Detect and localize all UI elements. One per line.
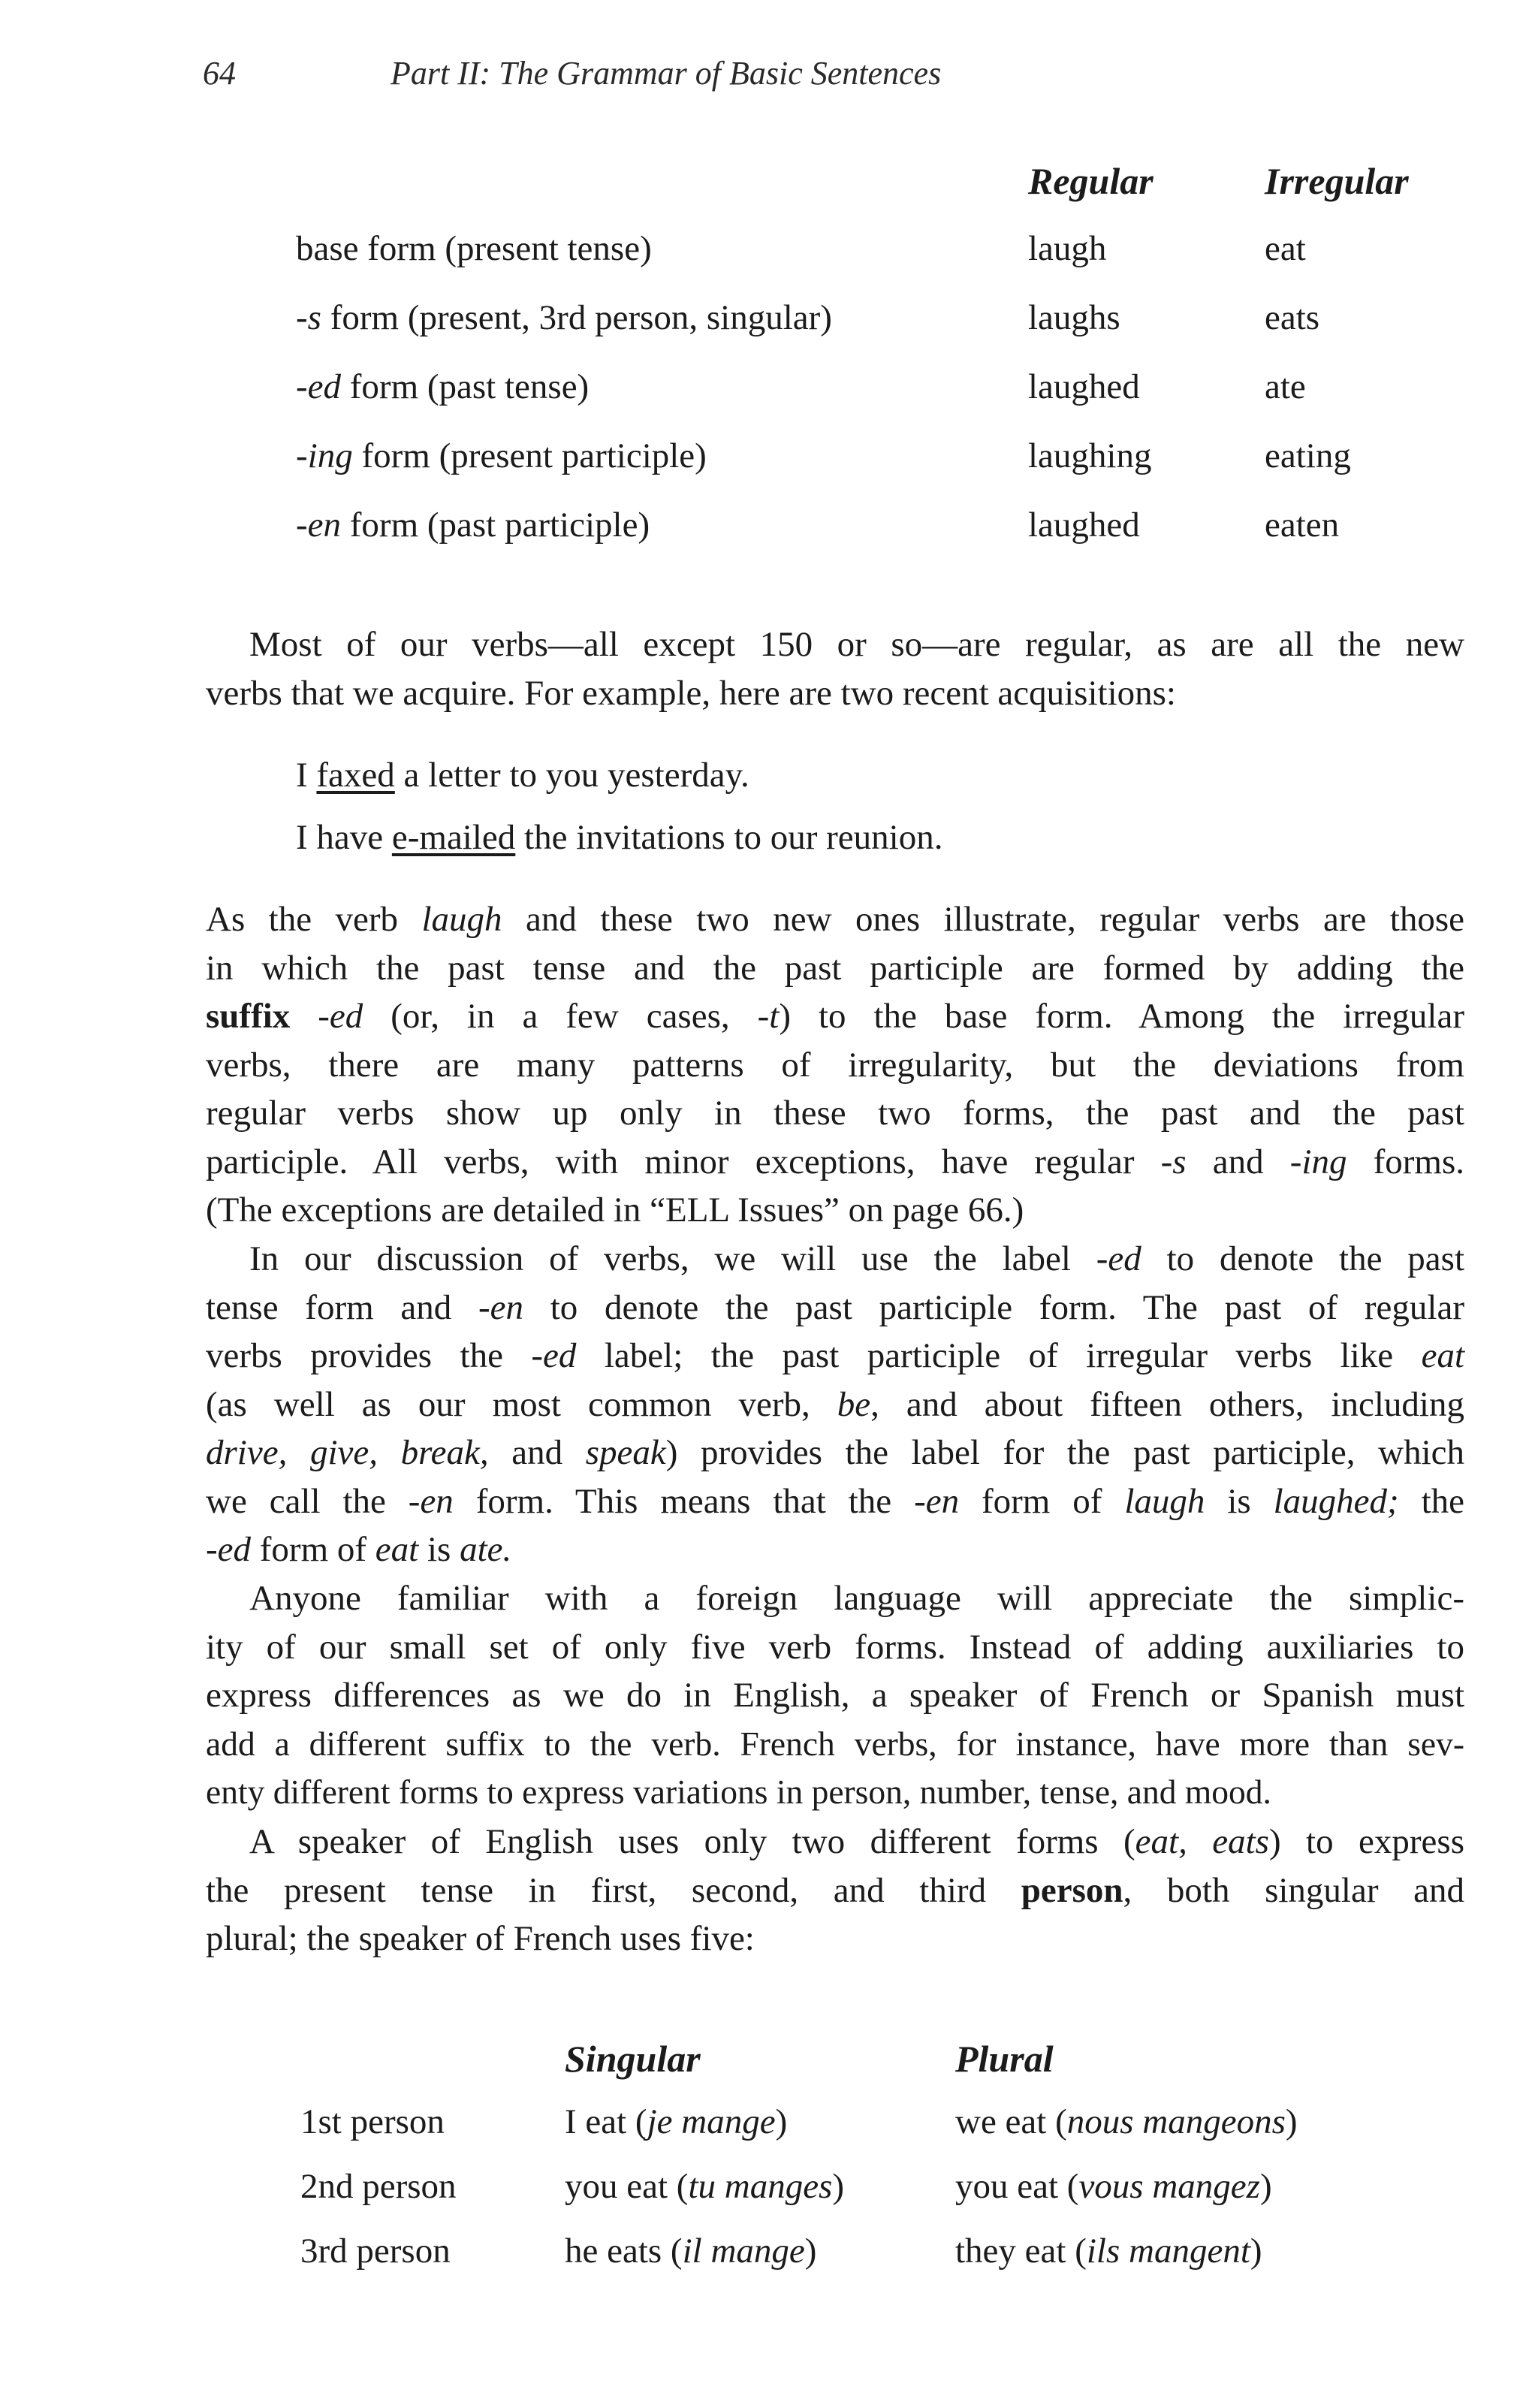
- table-row: [300, 2102, 1427, 2148]
- form-label: -ed form (past tense): [296, 367, 590, 406]
- text-line: express differences as we do in English, a speaker of French or Spanish must: [206, 1676, 1464, 1715]
- text-line: ity of our small set of only five verb forms. Instead of adding auxiliaries to: [206, 1627, 1464, 1667]
- column-header-irregular: Irregular: [1265, 160, 1409, 202]
- form-label: -en form (past participle): [296, 505, 650, 545]
- paragraph-ed-en-labels: [206, 1235, 1464, 1574]
- paragraph-regular-verbs: [206, 620, 1464, 717]
- singular-form: you eat (tu manges): [565, 2167, 844, 2206]
- text-line: we call the -en form. This means that the -en form of laugh is laughed; the: [206, 1481, 1464, 1521]
- form-label: -ing form (present participle): [296, 436, 707, 475]
- paragraph-foreign-language: [206, 1574, 1464, 1817]
- regular-form: laughing: [1028, 436, 1152, 475]
- column-header-plural: Plural: [955, 2038, 1054, 2080]
- irregular-form: eating: [1265, 436, 1351, 475]
- person-label: 1st person: [300, 2102, 445, 2141]
- example-sentence-faxed: I faxed a letter to you yesterday.: [296, 756, 749, 795]
- text-line: -ed form of eat is ate.: [206, 1530, 512, 1569]
- text-line: verbs provides the -ed label; the past participle of irregular verbs like eat: [206, 1336, 1464, 1375]
- text-line: (The exceptions are detailed in “ELL Issues” on page 66.): [206, 1190, 1024, 1230]
- text-line: Anyone familiar with a foreign language will appreciate the simplic-: [249, 1579, 1464, 1618]
- column-header-regular: Regular: [1028, 160, 1154, 202]
- irregular-form: ate: [1265, 367, 1306, 406]
- singular-form: I eat (je mange): [565, 2102, 788, 2141]
- table-header-row: [300, 2037, 1427, 2084]
- paragraph-regular-definition: [206, 895, 1464, 1235]
- table-row: [300, 2231, 1427, 2277]
- form-label: base form (present tense): [296, 229, 652, 268]
- text-line: the present tense in first, second, and third person, both singular and: [206, 1870, 1464, 1910]
- singular-form: he eats (il mange): [565, 2231, 817, 2271]
- text-line: verbs that we acquire. For example, here are two recent acquisitions:: [206, 673, 1176, 713]
- text-line: regular verbs show up only in these two forms, the past and the past: [206, 1094, 1464, 1133]
- text-line: (as well as our most common verb, be, and about fifteen others, including: [206, 1384, 1464, 1424]
- text-line: suffix -ed (or, in a few cases, -t) to the base form. Among the irregular: [206, 997, 1464, 1036]
- irregular-form: eat: [1265, 229, 1306, 268]
- text-line: in which the past tense and the past participle are formed by adding the: [206, 948, 1464, 988]
- plural-form: you eat (vous mangez): [955, 2167, 1272, 2206]
- person-label: 2nd person: [300, 2167, 457, 2206]
- plural-form: they eat (ils mangent): [955, 2231, 1262, 2271]
- underlined-verb: faxed: [316, 756, 395, 795]
- example-sentence-emailed: I have e-mailed the invitations to our reunion.: [296, 818, 943, 857]
- table-header-row: [296, 159, 1467, 204]
- text-line: add a different suffix to the verb. French verbs, for instance, have more than sev-: [206, 1724, 1464, 1763]
- table-row: [296, 505, 1467, 550]
- table-row: [296, 436, 1467, 481]
- form-label: -s form (present, 3rd person, singular): [296, 298, 832, 337]
- table-row: [296, 297, 1467, 342]
- text-line: verbs, there are many patterns of irregularity, but the deviations from: [206, 1045, 1464, 1085]
- text-line: drive, give, break, and speak) provides the label for the past participle, which: [206, 1433, 1464, 1472]
- table-row: [296, 367, 1467, 412]
- regular-form: laughed: [1028, 505, 1140, 545]
- paragraph-present-tense: [206, 1818, 1464, 1963]
- text-line: participle. All verbs, with minor exceptions, have regular -s and -ing forms.: [206, 1142, 1464, 1181]
- text-line: enty different forms to express variations in person, number, tense, and mood.: [206, 1773, 1271, 1811]
- text-line: A speaker of English uses only two different forms (eat, eats) to express: [249, 1822, 1464, 1861]
- table-row: [300, 2166, 1427, 2213]
- regular-form: laughs: [1028, 298, 1120, 337]
- irregular-form: eaten: [1265, 505, 1340, 545]
- text-line: As the verb laugh and these two new ones illustrate, regular verbs are those: [206, 900, 1464, 939]
- page-number: 64: [203, 55, 236, 92]
- chapter-title: Part II: The Grammar of Basic Sentences: [391, 55, 942, 92]
- plural-form: we eat (nous mangeons): [955, 2102, 1298, 2141]
- person-label: 3rd person: [300, 2231, 451, 2271]
- text-line: tense form and -en to denote the past participle form. The past of regular: [206, 1287, 1464, 1327]
- text-line: Most of our verbs—all except 150 or so—are regular, as are all the new: [249, 625, 1464, 664]
- regular-form: laughed: [1028, 367, 1140, 406]
- text-line: In our discussion of verbs, we will use the label -ed to denote the past: [249, 1239, 1464, 1278]
- irregular-form: eats: [1265, 298, 1320, 337]
- underlined-verb: e-mailed: [391, 818, 516, 857]
- text-line: plural; the speaker of French uses five:: [206, 1919, 755, 1958]
- table-row: [296, 228, 1467, 273]
- regular-form: laugh: [1028, 229, 1107, 268]
- column-header-singular: Singular: [565, 2038, 701, 2080]
